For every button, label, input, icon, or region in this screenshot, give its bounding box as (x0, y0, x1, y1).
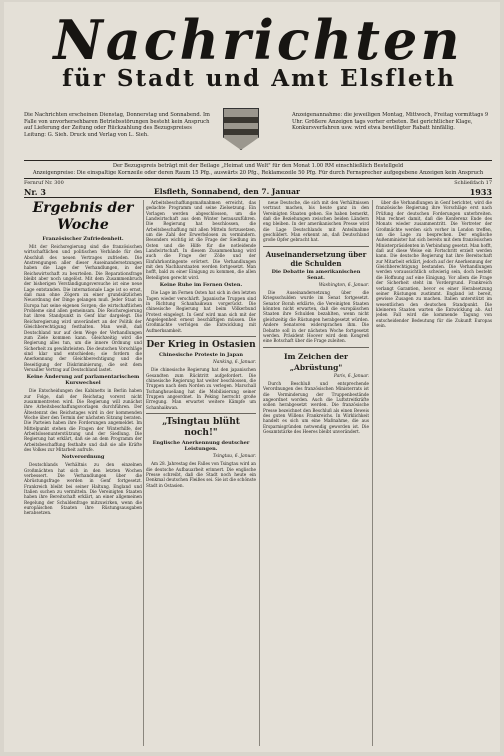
dateline: Tsingtau, 6. Januar. (212, 454, 256, 459)
coat-of-arms-icon (223, 108, 259, 150)
publication-info: Die Nachrichten erscheinen Dienstag, Donnerstag und Sonnabend. Im Falle von unvorhersehbaren Betriebsstörungen besteht kein Anspruch auf Lieferung der Zeitung oder Rückzahlung des Bezugspreises Leitung: G. Sieh. Druck und Verlag von L. Sieh. (24, 112, 210, 138)
column-2 (146, 200, 256, 746)
subheadline: Chinesische Proteste in Japan (159, 351, 243, 358)
issue-number: Nr. 3 (24, 187, 46, 197)
column-rule (143, 200, 144, 746)
article-divider (263, 347, 369, 348)
dateline: Nanking, 6. Januar. (212, 359, 256, 365)
article-text: Durch Beschluß und entsprechende Verordnungen des französischen Ministerrats ist die Verminderung der Truppenbestände angeordnet worden. Auch die Luftstreitkräfte sollen herabgesetzt werden. Die französische Presse bezeichnet den Beschluß als einen Beweis des guten Willens Frankreichs. In Wirklichkeit handelt es sich um eine Maßnahme, die aus Ersparnisgründen notwendig geworden ist. Die Gesamtstärke des Heeres bleibt unverändert. (263, 380, 369, 434)
article-text: Arbeitsbeschaffungsmaßnahmen erreicht, das gedachte Programm und seine Zielsetzung. Ein Vorlagen werden abgeschlossen, um die Landwirtschaft aus dem Winter herauszuführen. Die Regierung hat beschlossen, die Arbeitsbeschaffung mit allen Mitteln fortzusetzen, um die Zahl der Erwerbslosen zu vermindern. Besonders wichtig ist die Frage der Siedlung im Osten und die Hilfe für die notleidende Landwirtschaft. In diesem Zusammenhang wird auch die Frage der Zölle und der Einfuhrkontingente erörtert. Die Verhandlungen mit den Nachbarstaaten werden fortgesetzt. Man hofft, bald zu einer Einigung zu kommen, die allen Beteiligten gerecht wird. (146, 200, 256, 280)
article-text: Am 28. Jahrestag des Falles von Tsingtau wird an die deutsche Aufbauarbeit erinnert. Die englische Presse schreibt, daß die Stadt noch heute ein Denkmal deutschen Fleißes sei. Sie ist die schönste Stadt in Ostasien. (146, 461, 256, 488)
subheadline: Keine Ruhe im Fernen Osten. (159, 282, 243, 289)
dateline: Paris, 6. Januar. (333, 373, 369, 379)
article-text: Die Entscheidungen des Kabinetts in Berlin haben zur Folge, daß der Reichstag vorerst nicht zusammentreten wird. Die Regierung will zunächst ihre Arbeitsbeschaffungsvorlagen durchführen. Der Ältestenrat des Reichstages wird in der kommenden Woche über den Termin der nächsten Sitzung beraten. Die Parteien haben ihre Forderungen angemeldet. Im Mittelpunkt stehen die Fragen der Winterhilfe, der Arbeitslosenunterstützung und der Siedlung. Die Regierung hat erklärt, daß sie an dem Programm der Arbeitsbeschaffung festhalte und daß sie alle Kräfte des Volkes zur Mitarbeit aufrufe. (24, 388, 142, 453)
headline-disarmament: Im Zeichen der „Abrüstung" (284, 351, 348, 372)
headline-war-east-asia: Der Krieg in Ostasien (146, 339, 256, 350)
article-text: Die chinesische Regierung hat den japanischen Gesandten zum Rücktritt aufgefordert. Die chinesische Regierung hat weiter beschlossen, die Truppen nach dem Norden zu verlegen. Marschall Tschanghsueliang hat die Mobilisierung seiner Truppen angeordnet. In Peking herrscht große Erregung. Man erwartet weitere Kämpfe um Schanhaikwan. (146, 367, 256, 410)
issue-line (24, 180, 492, 187)
dateline: Washington, 6. Januar. (318, 282, 369, 288)
issue-year: 1933 (469, 187, 492, 197)
header-rule (24, 197, 492, 198)
subheadline: Keine Änderung auf parlamentarischem Kurswechsel (26, 374, 140, 387)
article-text: Die Auseinandersetzung über die Kriegsschulden wurde im Senat fortgesetzt. Senator Borah erklärte, die Vereinigten Staaten könnten nicht erwarten, daß die europäischen Staaten ihre Schulden bezahlten, wenn nicht gleichzeitig die Rüstungen herabgesetzt würden. Andere Senatoren widersprachen ihm. Die Debatte soll in der nächsten Woche fortgesetzt werden. Präsident Hoover wird dem Kongreß eine Botschaft über die Frage zuleiten. (263, 290, 369, 344)
issue-header (24, 187, 492, 197)
po-box: Schließfach 17 (454, 180, 492, 186)
article-text: neue Deutsche, die sich mit den Verhältnissen vertraut machen, bis heute ganz in den Vereinigten Staaten gehen. Sie haben bemerkt, daß die Beziehungen zwischen beiden Ländern eng bleiben. In der amerikanischen Presse wird die Lage Deutschlands mit Anteilnahme geschildert. Man erkennt an, daß Deutschland große Opfer gebracht hat. (263, 200, 369, 243)
subheadline: Englische Anerkennung deutscher Leistungen. (152, 440, 250, 452)
headline-weekly-result: Ergebnis der Woche (32, 200, 134, 233)
subheadline: Notverordnung (61, 454, 105, 461)
subheadline: Französischer Zufriedenheit. (42, 236, 124, 242)
article-text: Die Lage im Fernen Osten hat sich in den letzten Tagen wieder verschärft. Japanische Truppen sind in Richtung Schanhaikwan vorgerückt. Die chinesische Regierung hat beim Völkerbund Protest eingelegt. In Genf wird man sich mit der Angelegenheit erneut beschäftigen müssen. Die Großmächte verfolgen die Entwicklung mit Aufmerksamkeit. (146, 290, 256, 333)
column-4 (376, 200, 492, 746)
article-divider (146, 413, 256, 414)
masthead (14, 10, 494, 110)
subheadline: Die Debatte im amerikanischen Senat. (271, 268, 361, 281)
issue-date: Elsfleth, Sonnabend, den 7. Januar (154, 187, 300, 196)
newspaper-subtitle: für Stadt und Amt Elsfleth (62, 65, 456, 92)
masthead-rule (24, 160, 492, 161)
column-rule (372, 200, 373, 746)
newspaper-page (4, 2, 500, 752)
article-text: Mit der Reichsregierung sind die französischen wirtschaftlichen und politischen Verbände für den Abschluß des neuen Vertrages zufrieden. Die Anstrengungen aller dieser Auseinandersetzungen haben die Lage der Verhandlungen, in der Reichswirtschaft zu beurteilen. Die Reparationsfrage bleibt aber noch ungelöst. Mit dem Zusammenbruch der bisherigen Verständigungsversuche ist eine neue Lage entstanden. Die internationale Lage ist so ernst, daß man ohne Zögern zu einer grundsätzlichen Neuordnung der Dinge gelangen muß. Jeder Staat in Europa hat seine eigenen Sorgen; die wirtschaftlichen Probleme sind allen gemeinsam. Die Reichsregierung hat ihren Standpunkt in Genf klar dargelegt. Die Reichsregierung wird unverändert an der Politik der Gleichberechtigung festhalten. Man weiß, daß Deutschland nur auf dem Wege der Verhandlungen zum Ziele kommen kann. Gleichzeitig wird die Regierung alles tun, um die innere Ordnung und Sicherheit zu gewährleisten. Die deutschen Vorschläge sind klar und entschieden; sie fordern die Anerkennung der Gleichberechtigung und die Beseitigung der Diskriminierung, die seit dem Versailler Vertrag auf Deutschland lastet. (24, 244, 142, 372)
advertising-info: Anzeigenannahme: die jeweiligen Montag, Mittwoch, Freitag vormittags 9 Uhr. Größere Anzeigen tags vorher erbeten. Bei gerichtlicher Klage, Konkursverfahren usw. wird etwa bewilligter Rabatt hinfällig. (292, 112, 489, 132)
advertisement-price: Anzeigenpreise: Die einspaltige Kornzeile oder deren Raum 15 Pfg., auswärts 20 Pfg., Reklamezeile 50 Pfg. Für durch Fernsprecher aufgegebene Anzeigen kein Anspruch (32, 170, 484, 176)
price-rule (24, 178, 492, 179)
article-text: Deutschlands Verhältnis zu den einzelnen Großmächten hat sich in den letzten Wochen verbessert. Die Verhandlungen über die Abrüstungsfrage werden in Genf fortgesetzt. Frankreich bleibt bei seiner Haltung. England und Italien suchen zu vermitteln. Die Vereinigten Staaten haben ihre Bereitschaft erklärt, an einer allgemeinen Regelung der Schuldenfrage mitzuwirken, wenn die europäischen Staaten ihre Rüstungsausgaben herabsetzen. (24, 462, 142, 516)
phone-number: Fernruf Nr. 300 (24, 180, 64, 186)
article-divider (263, 246, 369, 247)
article-divider (146, 336, 256, 337)
article-text: über die Verhandlungen in Genf berichtet, wird die französische Regierung ihre Vorschläge erst nach Prüfung der deutschen Forderungen unterbreiten. Man rechnet damit, daß die Konferenz Ende des Monats wieder zusammentritt. Die Vertreter der Großmächte werden sich vorher in London treffen, um die Lage zu besprechen. Der englische Außenminister hat sich bereits mit dem französischen Ministerpräsidenten in Verbindung gesetzt. Man hofft, daß auf diese Weise ein Fortschritt erzielt werden kann. Die deutsche Regierung hat ihre Bereitschaft zur Mitarbeit erklärt, jedoch auf der Anerkennung der Gleichberechtigung bestanden. Die Verhandlungen werden voraussichtlich schwierig sein, doch besteht die Hoffnung auf eine Einigung. Vor allem die Frage der Sicherheit steht im Vordergrund. Frankreich verlangt Garantien, bevor es einer Herabsetzung seiner Rüstungen zustimmt. England ist bereit, gewisse Zusagen zu machen. Italien unterstützt im wesentlichen den deutschen Standpunkt. Die kleineren Staaten warten die Entwicklung ab. Auf jeden Fall wird die kommende Tagung von entscheidender Bedeutung für die Zukunft Europas sein. (376, 200, 492, 328)
column-1 (24, 200, 142, 746)
column-3 (263, 200, 369, 746)
headline-tsingtau: „Tsingtau blüht noch!" (162, 417, 240, 438)
column-rule (259, 200, 260, 746)
subscription-price: Der Bezugspreis beträgt mit der Beilage „Heimat und Welt" für den Monat 1.00 RM einschließlich Bestellgeld (112, 163, 404, 169)
headline-debt-dispute: Auseinandersetzung über die Schulden (265, 249, 367, 268)
newspaper-title: Nachrichten (53, 8, 463, 72)
